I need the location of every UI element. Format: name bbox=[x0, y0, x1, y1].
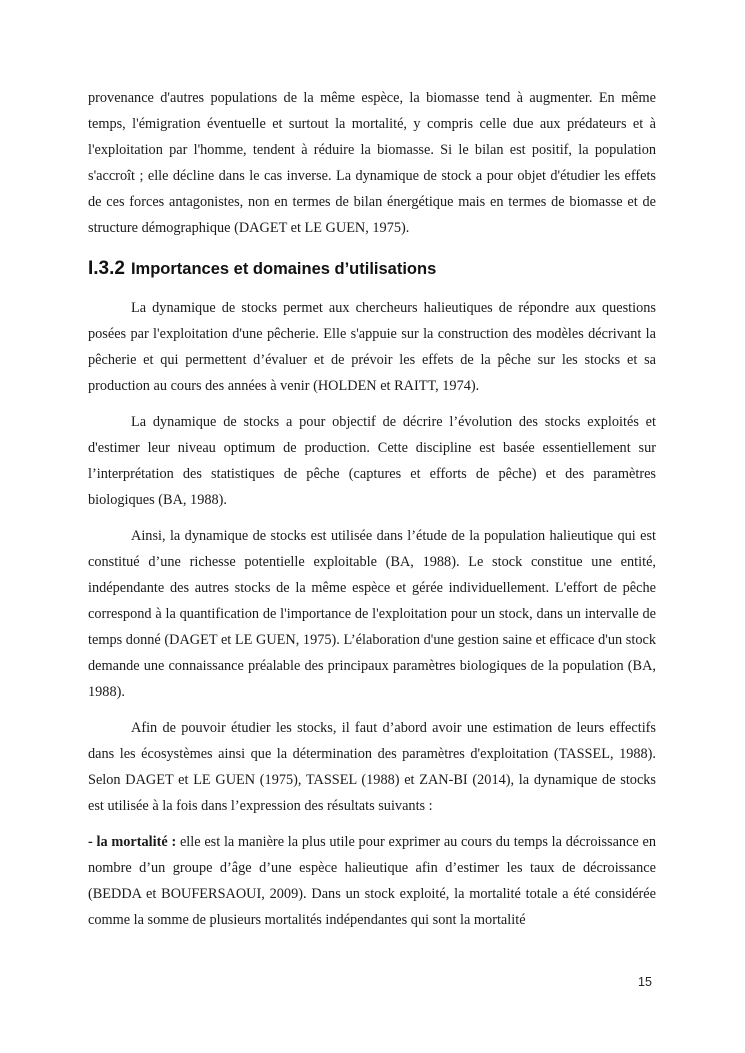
section-title: Importances et domaines d’utilisations bbox=[130, 260, 437, 278]
mortality-lead: - la mortalité : bbox=[88, 834, 177, 850]
paragraph-2: La dynamique de stocks a pour objectif de décrire l’évolution des stocks exploités et d'estimer leur niveau optimum de production. Cette discipline est basée essentiellement sur l’interprétation des statistiques de pêche (captures et efforts de pêche) et des paramètres biologiques (BA, 1988). bbox=[88, 414, 656, 508]
page-number: 15 bbox=[638, 975, 652, 989]
paragraph-4: Afin de pouvoir étudier les stocks, il faut d’abord avoir une estimation de leurs effectifs dans les écosystèmes ainsi que la détermination des paramètres d'exploitation (TASSEL, 1988). Selon DAGET et LE GUEN (1975), TASSEL (1988) et ZAN-BI (2014), la dynamique de stocks est utilisée à la fois dans l’expression des résultats suivants : bbox=[88, 720, 656, 814]
intro-paragraph: provenance d'autres populations de la même espèce, la biomasse tend à augmenter. En même temps, l'émigration éventuelle et surtout la mortalité, y compris celle due aux prédateurs et à l'exploitation par l'homme, tendent à réduire la biomasse. Si le bilan est positif, la population s'accroît ; elle décline dans le cas inverse. La dynamique de stock a pour objet d'étudier les effets de ces forces antagonistes, non en termes de bilan énergétique mais en termes de biomasse et de structure démographique (DAGET et LE GUEN, 1975). bbox=[88, 90, 656, 236]
section-number: I.3.2 bbox=[88, 258, 125, 279]
document-page bbox=[88, 85, 656, 943]
mortality-text: elle est la manière la plus utile pour exprimer au cours du temps la décroissance en nombre d’un groupe d’âge d’une espèce halieutique afin d’estimer les taux de décroissance (BEDDA et BOUFERSAOUI, 2009). Dans un stock exploité, la mortalité totale a été considérée comme la somme de plusieurs mortalités indépendantes qui sont la mortalité bbox=[88, 834, 656, 928]
paragraph-1: La dynamique de stocks permet aux chercheurs halieutiques de répondre aux questions posées par l'exploitation d'une pêcherie. Elle s'appuie sur la construction des modèles décrivant la pêcherie et qui permettent d’évaluer et de prévoir les effets de la pêche sur les stocks et sa production au cours des années à venir (HOLDEN et RAITT, 1974). bbox=[88, 300, 656, 394]
section-heading bbox=[88, 255, 656, 281]
mortality-item bbox=[88, 829, 656, 933]
paragraph-3: Ainsi, la dynamique de stocks est utilisée dans l’étude de la population halieutique qui est constitué d’une richesse potentielle exploitable (BA, 1988). Le stock constitue une entité, indépendante des autres stocks de la même espèce et gérée individuellement. L'effort de pêche correspond à la quantification de l'importance de l'exploitation pour un stock, dans un intervalle de temps donné (DAGET et LE GUEN, 1975). L’élaboration d'une gestion saine et efficace d'un stock demande une connaissance préalable des principaux paramètres biologiques de la population (BA, 1988). bbox=[88, 528, 656, 700]
